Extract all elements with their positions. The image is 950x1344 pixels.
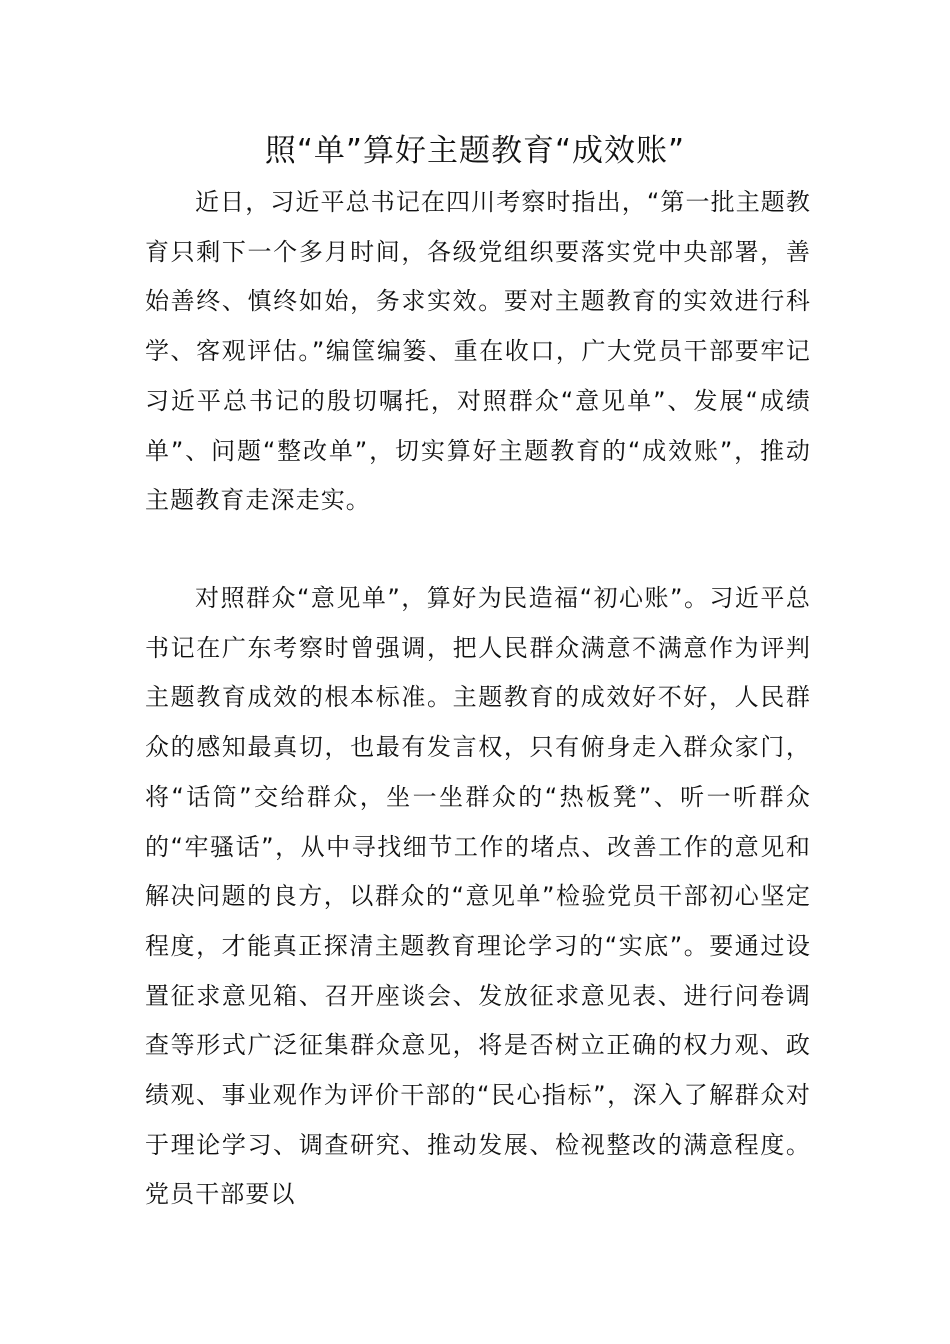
paragraph-2: 对照群众“意见单”，算好为民造福“初心账”。习近平总书记在广东考察时曾强调，把人民群众满意不满意作为评判主题教育成效的根本标准。主题教育的成效好不好，人民群众的感知最真切，也最有发言权，只有俯身走入群众家门，将“话筒”交给群众，坐一坐群众的“热板凳”、听一听群众的“牢骚话”，从中寻找细节工作的堵点、改善工作的意见和解决问题的良方，以群众的“意见单”检验党员干部初心坚定程度，才能真正探清主题教育理论学习的“实底”。要通过设置征求意见箱、召开座谈会、发放征求意见表、进行问卷调查等形式广泛征集群众意见，将是否树立正确的权力观、政绩观、事业观作为评价干部的“民心指标”，深入了解群众对于理论学习、调查研究、推动发展、检视整改的满意程度。党员干部要以 <box>145 584 811 1209</box>
paragraph-1: 近日，习近平总书记在四川考察时指出，“第一批主题教育只剩下一个多月时间，各级党组织要落实党中央部署，善始善终、慎终如始，务求实效。要对主题教育的实效进行科学、客观评估。”编筐编篓、重在收口，广大党员干部要牢记习近平总书记的殷切嘱托，对照群众“意见单”、发展“成绩单”、问题“整改单”，切实算好主题教育的“成效账”，推动主题教育走深走实。 <box>145 188 811 515</box>
document-title: 照“单”算好主题教育“成效账” <box>264 133 686 169</box>
